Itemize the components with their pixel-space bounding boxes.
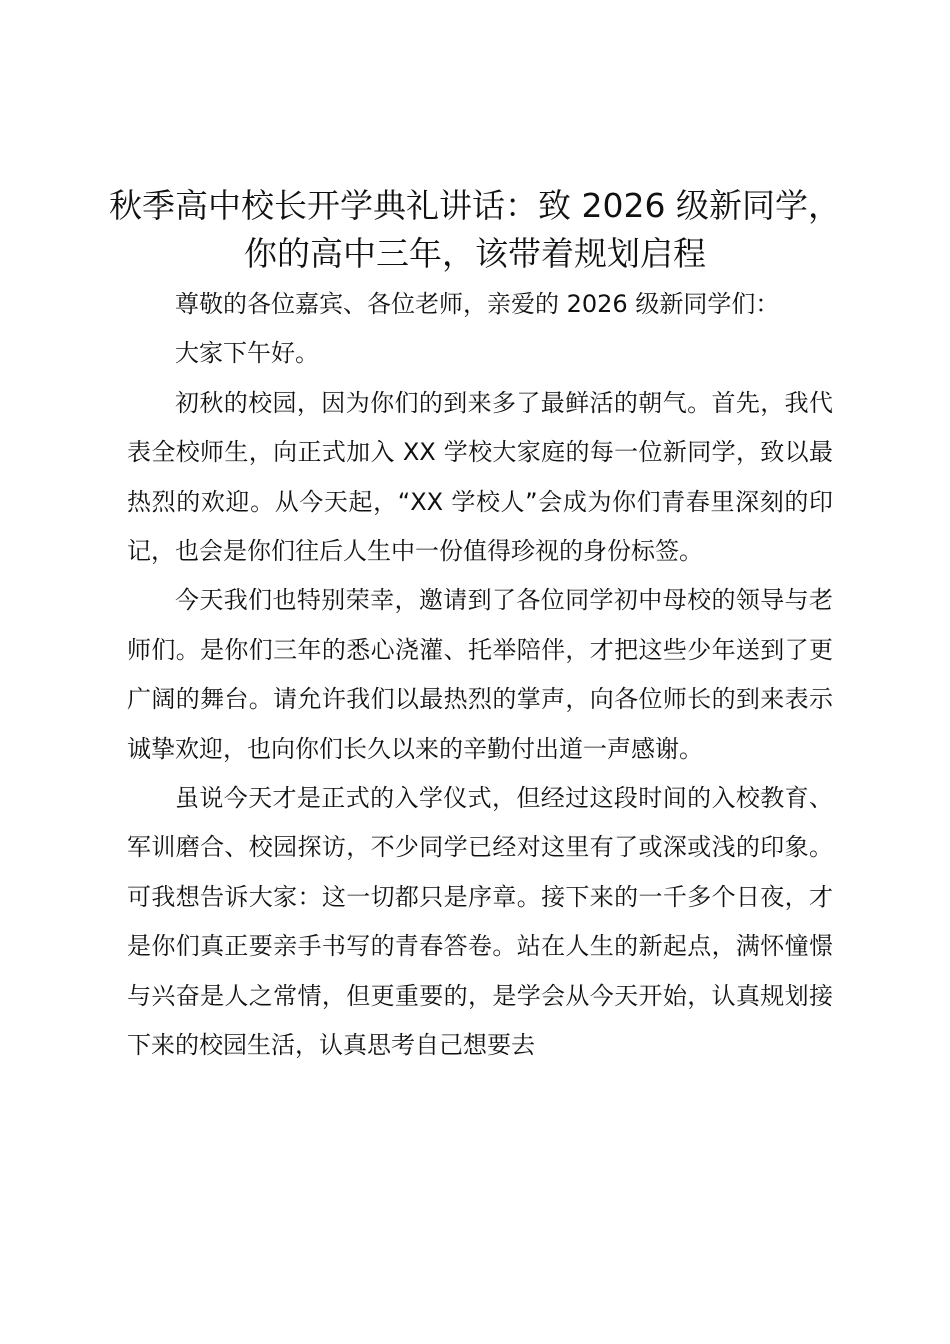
document-body [127, 280, 833, 1071]
planning-paragraph: 虽说今天才是正式的入学仪式，但经过这段时间的入校教育、军训磨合、校园探访，不少同学已经对这里有了或深或浅的印象。可我想告诉大家：这一切都只是序章。接下来的一千多个日夜，才是你们真正要亲手书写的青春答卷。站在人生的新起点，满怀憧憬与兴奋是人之常情，但更重要的，是学会从今天开始，认真规划接下来的校园生活，认真思考自己想要去 [127, 784, 833, 1060]
thanks-paragraph: 今天我们也特别荣幸，邀请到了各位同学初中母校的领导与老师们。是你们三年的悉心浇灌、托举陪伴，才把这些少年送到了更广阔的舞台。请允许我们以最热烈的掌声，向各位师长的到来表示诚挚欢迎，也向你们长久以来的辛勤付出道一声感谢。 [127, 586, 833, 763]
greeting-paragraph: 大家下午好。 [175, 339, 319, 368]
document-title: 秋季高中校长开学典礼讲话：致 2026 级新同学，你的高中三年，该带着规划启程 [109, 186, 841, 273]
salutation-paragraph: 尊敬的各位嘉宾、各位老师，亲爱的 2026 级新同学们： [175, 290, 780, 318]
welcome-paragraph: 初秋的校园，因为你们的到来多了最鲜活的朝气。首先，我代表全校师生，向正式加入 XX 学校大家庭的每一位新同学，致以最热烈的欢迎。从今天起，“XX 学校人”会成为你们青春里深刻的印记，也会是你们往后人生中一份值得珍视的身份标签。 [127, 388, 833, 566]
